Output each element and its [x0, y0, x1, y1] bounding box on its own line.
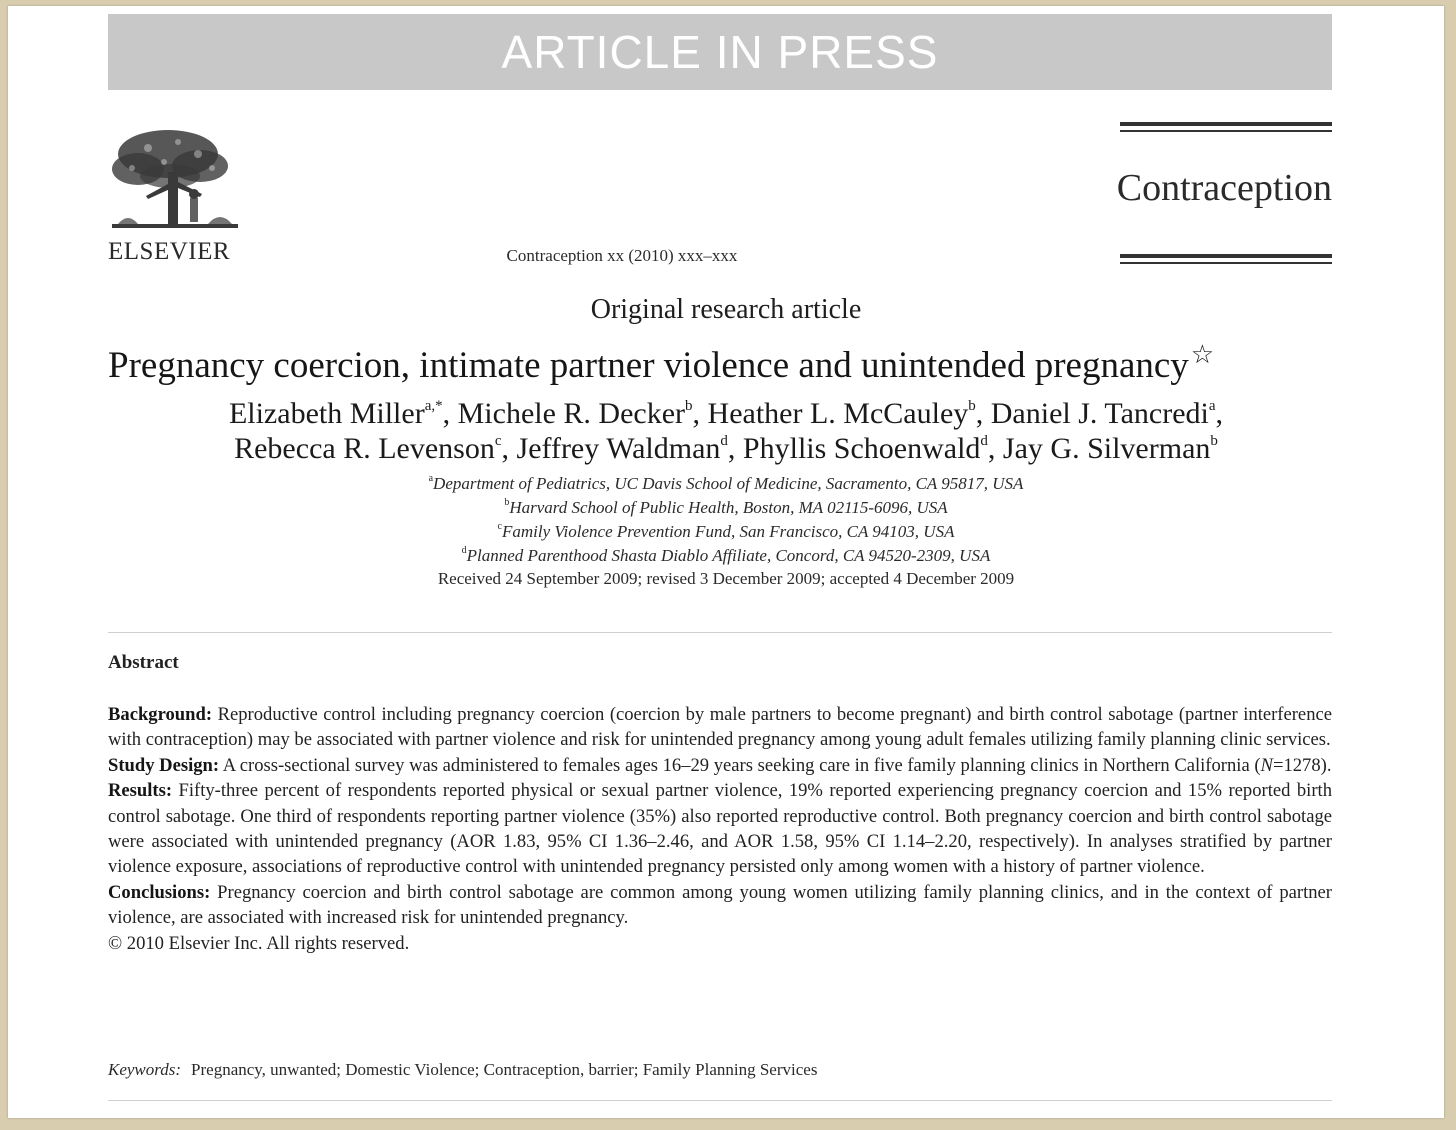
citation-line — [8, 246, 1444, 266]
journal-header — [1116, 122, 1332, 262]
star-icon: ☆ — [1190, 340, 1215, 369]
article-page — [8, 6, 1444, 1118]
publisher-name: ELSEVIER — [108, 238, 231, 265]
header-rule — [1120, 130, 1332, 132]
author[interactable]: Michele R. Decker$^b$ — [457, 397, 693, 430]
received-dates: Received 24 September 2009; revised 3 December 2009; accepted 4 December 2009 — [437, 569, 1015, 588]
author[interactable]: Daniel J. Tancredi$^a$ — [990, 397, 1216, 430]
affiliation: $^c$Family Violence Prevention Fund, San Francisco, CA 94103, USA — [497, 521, 955, 541]
citation-text: Contraception xx (2010) xxx–xxx — [506, 246, 738, 265]
author[interactable]: Jay G. Silverman$^b$ — [1002, 432, 1218, 465]
abstract-conclusions: Conclusions: Pregnancy coercion and birth control sabotage are common among young women utilizing family planning clinics, and in the context of partner violence, are associated with increased risk for unintended pregnancy. — [108, 881, 1332, 929]
divider — [108, 1100, 1332, 1101]
authors-line-1: Elizabeth Miller$^{a,*}$, Michele R. Decker$^b$, Heather L. McCauley$^b$, Daniel J. Tancredi$^a$, — [228, 397, 1224, 430]
article-title-text: Pregnancy coercion, intimate partner violence and unintended pregnancy — [108, 345, 1189, 386]
abstract-heading: Abstract — [108, 652, 179, 673]
affiliations — [8, 472, 1444, 568]
author[interactable]: Rebecca R. Levenson$^c$ — [234, 432, 502, 465]
abstract-study-design: Study Design: A cross-sectional survey was administered to females ages 16–29 years seeking care in five family planning clinics in Northern California (N=1278). — [108, 754, 1332, 776]
author[interactable]: Phyllis Schoenwald$^d$ — [742, 432, 988, 465]
authors-line-2: Rebecca R. Levenson$^c$, Jeffrey Waldman$^d$, Phyllis Schoenwald$^d$, Jay G. Silverman$^b$ — [234, 432, 1218, 465]
author[interactable]: Jeffrey Waldman$^d$ — [516, 432, 728, 465]
affiliation: $^b$Harvard School of Public Health, Boston, MA 02115-6096, USA — [504, 497, 948, 517]
abstract-body — [108, 702, 1332, 956]
abstract-results: Results: Fifty-three percent of respondents reported physical or sexual partner violence, 19% reported experiencing pregnancy coercion and 15% reported birth control sabotage. One third of respondents reporting partner violence (35%) also reported reproductive control. Both pregnancy coercion and birth control sabotage were associated with unintended pregnancy (AOR 1.83, 95% CI 1.36–2.46, and AOR 1.58, 95% CI 1.14–2.20, respectively). In analyses stratified by partner violence exposure, associations of reproductive control with unintended pregnancy persisted only among women with a history of partner violence. — [108, 780, 1332, 878]
abstract-background: Background: Reproductive control including pregnancy coercion (coercion by male partners to become pregnant) and birth control sabotage (partner interference with contraception) may be associated with partner violence and risk for unintended pregnancy among young adult females utilizing family planning clinic services. — [108, 704, 1332, 751]
article-type: Original research article — [590, 294, 862, 325]
header-rule — [1120, 122, 1332, 126]
affiliation: $^a$Department of Pediatrics, UC Davis School of Medicine, Sacramento, CA 95817, USA — [428, 473, 1024, 493]
keywords-text: Pregnancy, unwanted; Domestic Violence; Contraception, barrier; Family Planning Services — [191, 1060, 818, 1079]
author[interactable]: Elizabeth Miller$^{a,*}$ — [228, 397, 443, 430]
copyright: © 2010 Elsevier Inc. All rights reserved. — [108, 932, 410, 954]
keywords-label: Keywords: — [108, 1060, 182, 1079]
article-in-press-banner — [108, 14, 1332, 90]
article-title — [108, 340, 1214, 387]
journal-title: Contraception — [1116, 167, 1332, 209]
divider — [108, 632, 1332, 633]
banner-text: ARTICLE IN PRESS — [501, 26, 939, 78]
affiliation: $^d$Planned Parenthood Shasta Diablo Affiliate, Concord, CA 94520-2309, USA — [461, 545, 991, 565]
author[interactable]: Heather L. McCauley$^b$ — [707, 397, 976, 430]
keywords — [108, 1060, 817, 1080]
